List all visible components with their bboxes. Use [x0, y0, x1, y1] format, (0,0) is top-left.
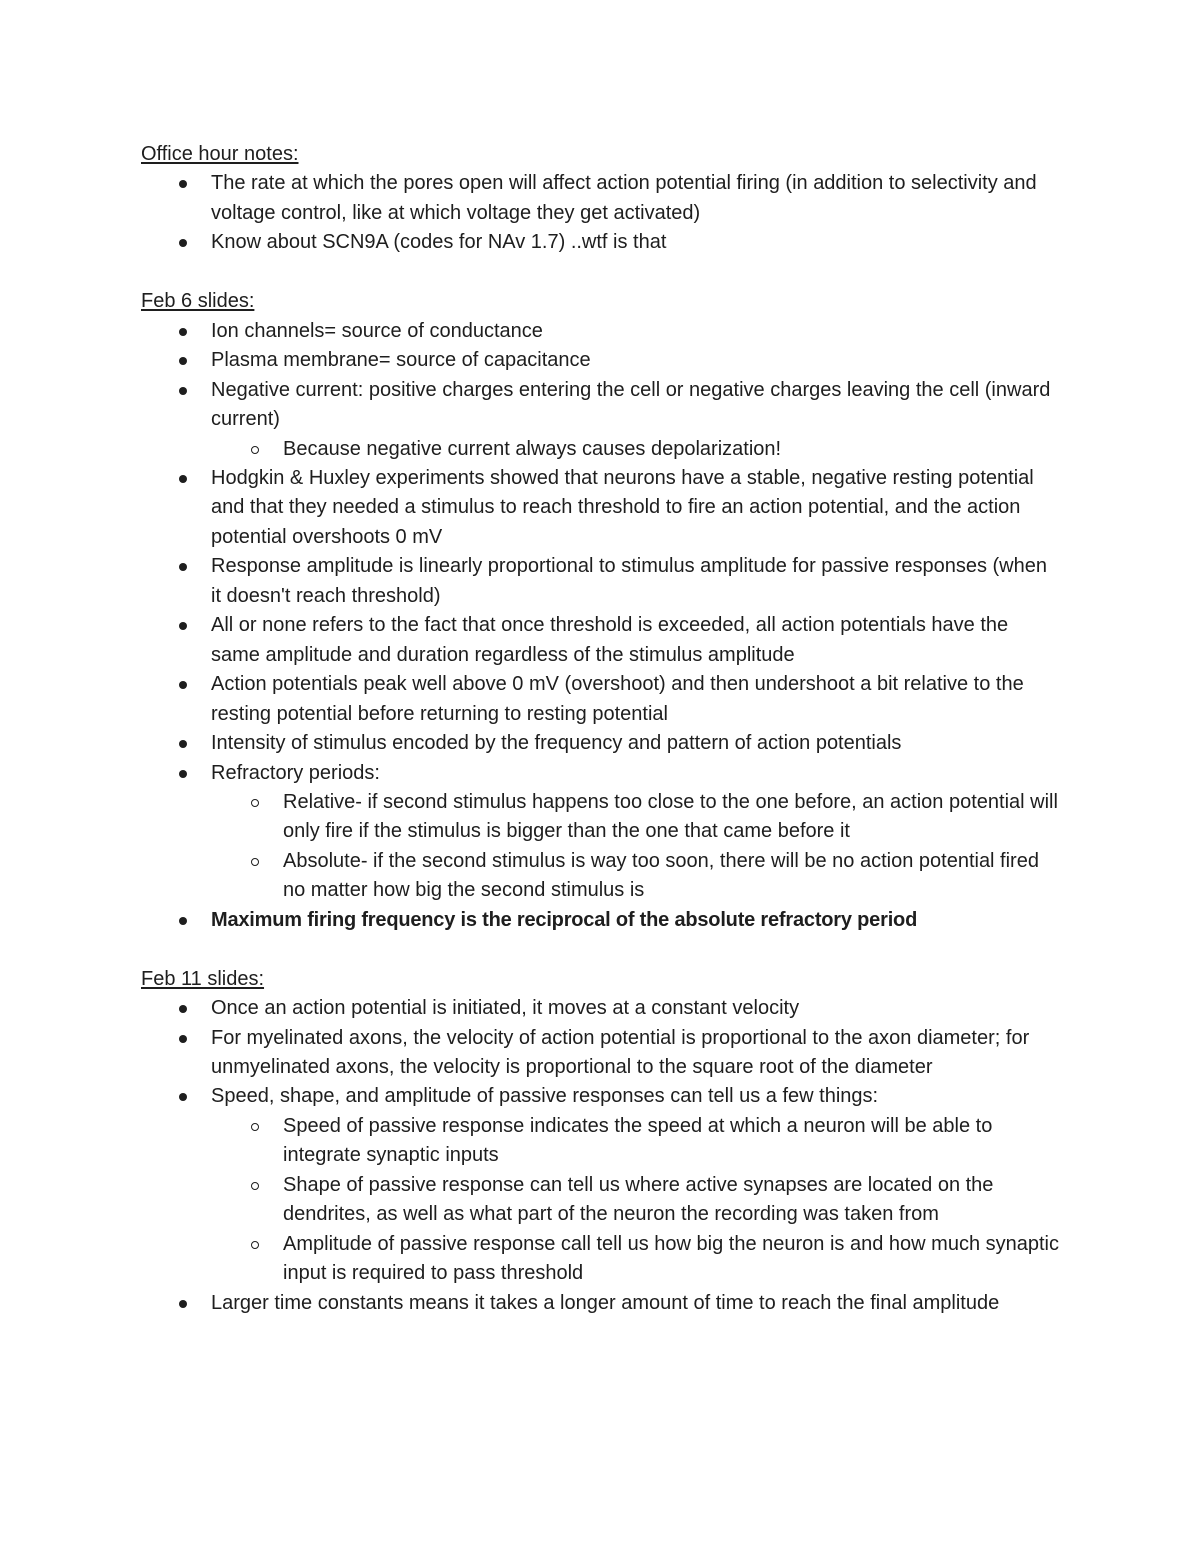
bullet-list [141, 317, 1061, 936]
list-item: Once an action potential is initiated, it moves at a constant velocity [141, 994, 1061, 1023]
list-item: Larger time constants means it takes a longer amount of time to reach the final amplitude [141, 1289, 1061, 1318]
list-item: Negative current: positive charges entering the cell or negative charges leaving the cell (inward current) [141, 376, 1061, 435]
list-item: The rate at which the pores open will affect action potential firing (in addition to selectivity and voltage control, like at which voltage they get activated) [141, 169, 1061, 228]
list-item: Maximum firing frequency is the reciprocal of the absolute refractory period [141, 906, 1061, 935]
section-heading: Office hour notes: [141, 143, 299, 165]
list-item: Know about SCN9A (codes for NAv 1.7) ..wtf is that [141, 228, 1061, 257]
list-item: Ion channels= source of conductance [141, 317, 1061, 346]
bullet-list [141, 169, 1061, 257]
sub-list-item: Shape of passive response can tell us where active synapses are located on the dendrites, as well as what part of the neuron the recording was taken from [141, 1171, 1061, 1230]
blank-line [141, 935, 1061, 964]
bullet-list [141, 994, 1061, 1318]
blank-line [141, 258, 1061, 287]
sub-list-item: Relative- if second stimulus happens too close to the one before, an action potential will only fire if the stimulus is bigger than the one that came before it [141, 788, 1061, 847]
list-item: Intensity of stimulus encoded by the frequency and pattern of action potentials [141, 729, 1061, 758]
section-heading: Feb 11 slides: [141, 967, 265, 990]
document-body [141, 140, 1061, 1318]
list-item: Refractory periods: [141, 759, 1061, 788]
sub-list-item: Because negative current always causes depolarization! [141, 435, 1061, 464]
list-item: Action potentials peak well above 0 mV (overshoot) and then undershoot a bit relative to the resting potential before returning to resting potential [141, 670, 1061, 729]
list-item: Hodgkin & Huxley experiments showed that neurons have a stable, negative resting potential and that they needed a stimulus to reach threshold to fire an action potential, and the action potential overshoots 0 mV [141, 464, 1061, 552]
list-item: Plasma membrane= source of capacitance [141, 346, 1061, 375]
list-item: Response amplitude is linearly proportional to stimulus amplitude for passive responses (when it doesn't reach threshold) [141, 552, 1061, 611]
section-heading: Feb 6 slides: [141, 290, 255, 313]
sub-list-item: Absolute- if the second stimulus is way too soon, there will be no action potential fired no matter how big the second stimulus is [141, 847, 1061, 906]
list-item: Speed, shape, and amplitude of passive responses can tell us a few things: [141, 1082, 1061, 1111]
list-item: All or none refers to the fact that once threshold is exceeded, all action potentials have the same amplitude and duration regardless of the stimulus amplitude [141, 611, 1061, 670]
list-item: For myelinated axons, the velocity of action potential is proportional to the axon diameter; for unmyelinated axons, the velocity is proportional to the square root of the diameter [141, 1024, 1061, 1083]
sub-list-item: Speed of passive response indicates the speed at which a neuron will be able to integrate synaptic inputs [141, 1112, 1061, 1171]
sub-list-item: Amplitude of passive response call tell us how big the neuron is and how much synaptic input is required to pass threshold [141, 1230, 1061, 1289]
